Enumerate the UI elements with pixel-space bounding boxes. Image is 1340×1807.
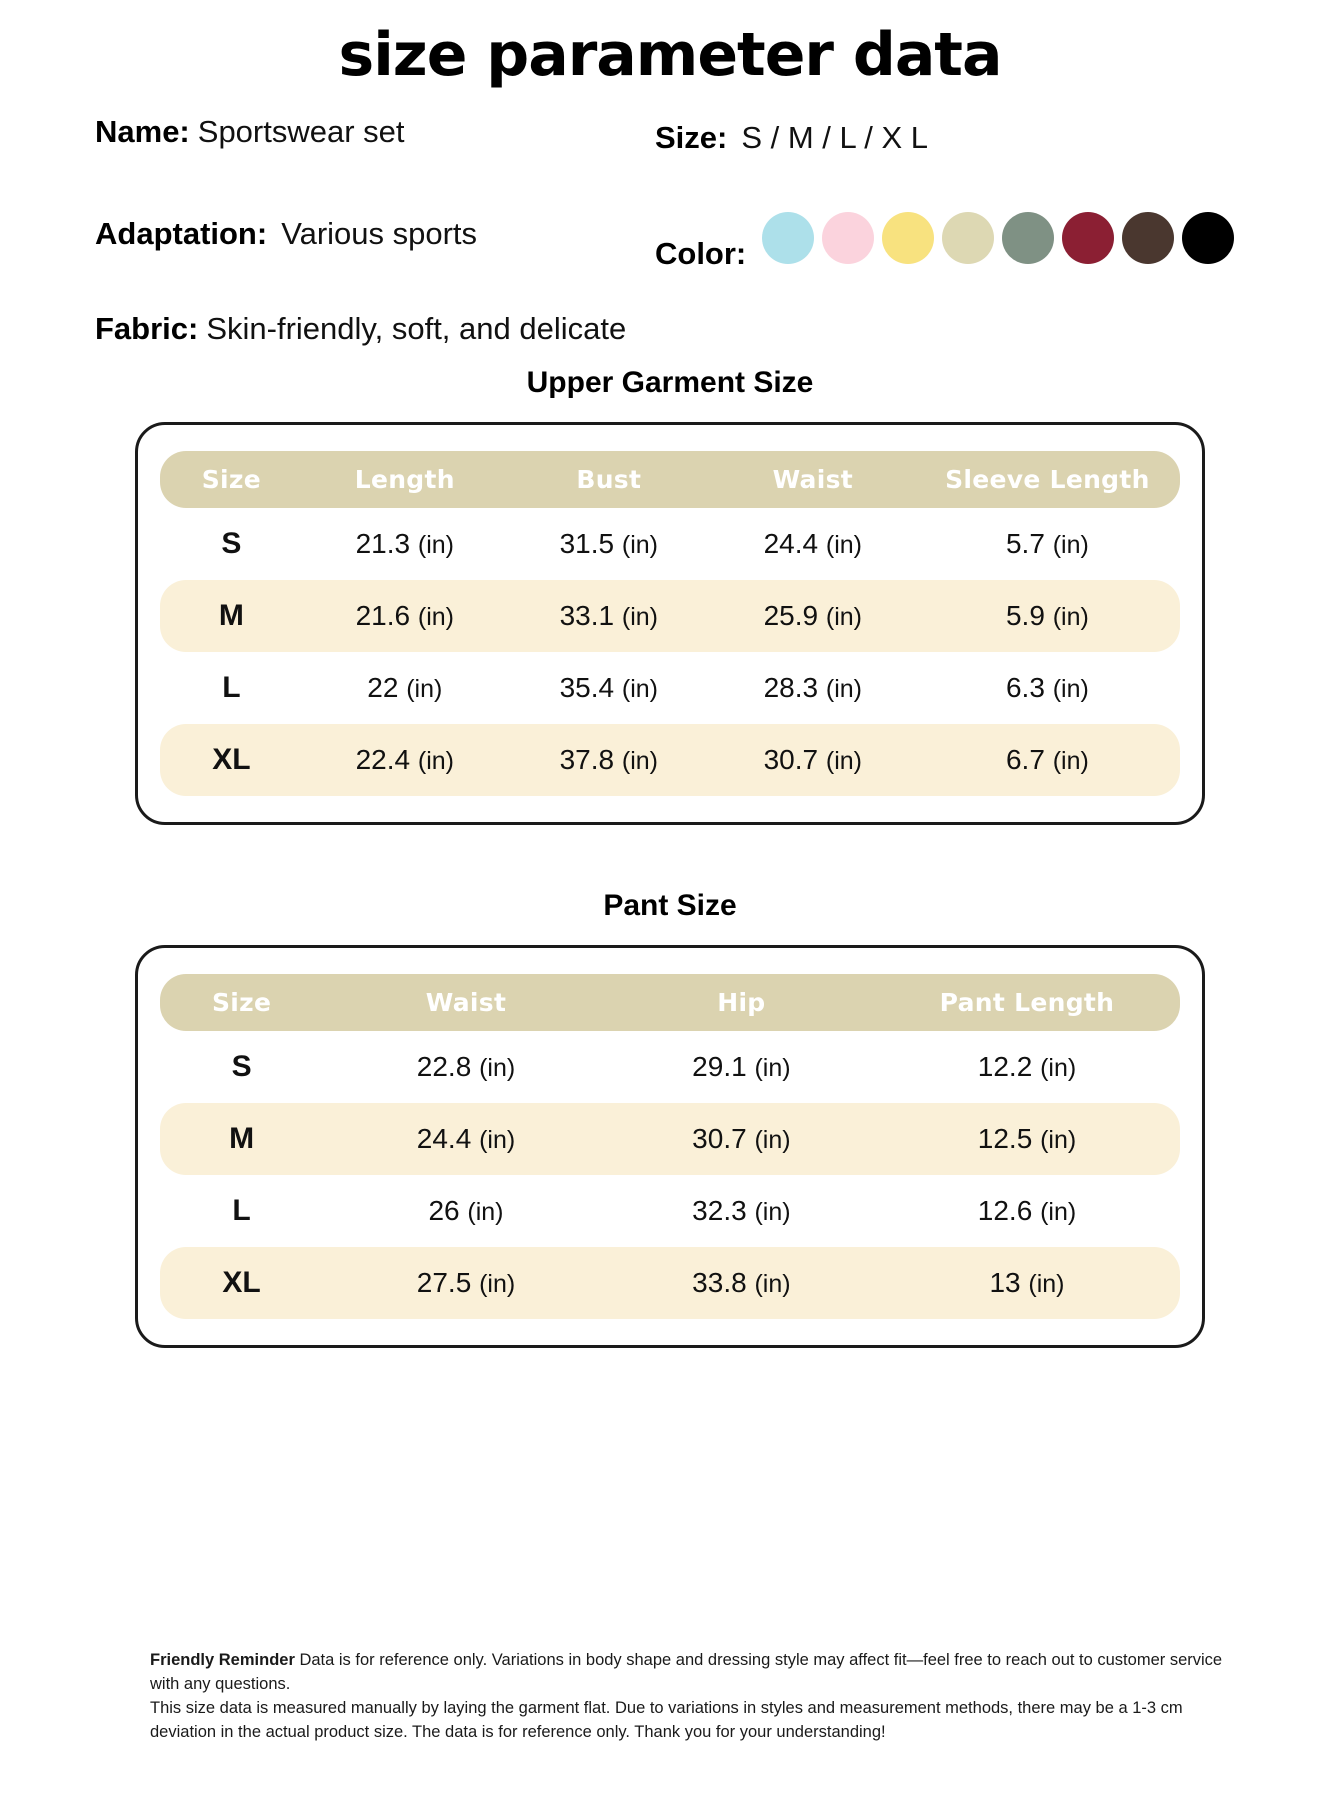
table-row [160,1175,1180,1247]
cell-size: M [160,1103,323,1175]
value-bust: 35.4 [559,672,615,703]
color-swatch-black[interactable] [1182,212,1234,264]
value-waist: 26 [428,1195,460,1226]
value-sleeve: 6.7 [1005,744,1045,775]
value-waist: 24.4 [416,1123,472,1154]
pant-table [160,974,1180,1319]
cell-hip [609,1175,874,1247]
value-length: 22.4 [355,744,411,775]
unit-label: (in) [621,603,658,631]
unit-label: (in) [1028,1270,1065,1298]
unit-label: (in) [754,1270,791,1298]
cell-size: L [232,1194,251,1227]
cell-hip [609,1031,874,1103]
cell-sleeve [915,508,1180,580]
cell-size: XL [160,724,303,796]
value-pant-length: 12.5 [977,1123,1033,1154]
cell-size: S [231,1050,252,1083]
cell-bust [507,508,711,580]
upper-garment-table-card [135,422,1205,825]
fabric-value: Skin-friendly, soft, and delicate [206,311,627,346]
footer-disclaimer [150,1649,1230,1745]
unit-label: (in) [754,1198,791,1226]
table-row [160,580,1180,652]
color-swatch-sage-green[interactable] [1002,212,1054,264]
unit-label: (in) [754,1126,791,1154]
info-row-adaptation [95,216,477,252]
value-pant-length: 12.2 [977,1051,1033,1082]
unit-label: (in) [825,747,862,775]
unit-label: (in) [1040,1198,1077,1226]
value-length: 22 [367,672,399,703]
unit-label: (in) [417,531,454,559]
cell-sleeve [915,652,1180,724]
color-label: Color: [655,236,747,271]
footer-line-1 [150,1649,1230,1697]
value-length: 21.3 [355,528,411,559]
cell-length [303,580,507,652]
value-waist: 27.5 [416,1267,472,1298]
value-hip: 32.3 [692,1195,747,1226]
info-row-size [655,120,928,156]
footer-line-2: This size data is measured manually by laying the garment flat. Due to variations in styles and measurement methods, there may be a 1-3 cm deviation in the actual product size. The data is for reference only. Thank you for your understanding! [150,1699,1183,1742]
unit-label: (in) [621,747,658,775]
unit-label: (in) [621,531,658,559]
size-label: Size: [655,120,728,155]
unit-label: (in) [479,1270,516,1298]
header-waist: Waist [323,974,609,1031]
friendly-reminder-label: Friendly Reminder [150,1651,295,1670]
unit-label: (in) [1040,1054,1077,1082]
color-swatch-dark-red[interactable] [1062,212,1114,264]
table-row [160,724,1180,796]
adaptation-label: Adaptation: [95,216,268,251]
header-hip: Hip [609,974,874,1031]
cell-size: M [160,580,303,652]
value-bust: 33.1 [559,600,615,631]
cell-waist [711,508,915,580]
table-header-row [160,974,1180,1031]
size-chart-page [0,22,1340,1807]
value-hip: 29.1 [692,1051,747,1082]
value-sleeve: 5.7 [1005,528,1045,559]
value-length: 21.6 [355,600,411,631]
unit-label: (in) [467,1198,504,1226]
value-hip: 33.8 [692,1267,747,1298]
fabric-label: Fabric: [95,311,199,346]
adaptation-value: Various sports [281,216,478,251]
info-row-fabric [95,311,626,347]
page-title: size parameter data [338,20,1002,90]
value-waist: 28.3 [763,672,819,703]
cell-size: L [222,671,241,704]
cell-length [303,724,507,796]
value-pant-length: 12.6 [977,1195,1033,1226]
cell-size: S [221,527,242,560]
unit-label: (in) [1052,675,1089,703]
unit-label: (in) [479,1054,516,1082]
cell-waist [711,580,915,652]
upper-garment-table [160,451,1180,796]
header-bust: Bust [507,451,711,508]
cell-waist [323,1103,609,1175]
unit-label: (in) [406,675,443,703]
table-row [160,1031,1180,1103]
unit-label: (in) [417,603,454,631]
unit-label: (in) [754,1054,791,1082]
size-value: S / M / L / X L [741,120,928,155]
name-label: Name: [95,114,190,149]
cell-waist [323,1247,609,1319]
unit-label: (in) [621,675,658,703]
value-hip: 30.7 [692,1123,747,1154]
upper-garment-section-title: Upper Garment Size [526,366,814,399]
unit-label: (in) [1052,747,1089,775]
cell-waist [711,724,915,796]
cell-size: XL [160,1247,323,1319]
color-swatch-light-blue[interactable] [762,212,814,264]
header-size: Size [160,451,303,508]
cell-bust [507,724,711,796]
unit-label: (in) [479,1126,516,1154]
unit-label: (in) [1040,1126,1077,1154]
value-waist: 25.9 [763,600,819,631]
cell-waist [323,1031,609,1103]
value-sleeve: 6.3 [1005,672,1045,703]
unit-label: (in) [417,747,454,775]
unit-label: (in) [825,675,862,703]
color-swatch-pink[interactable] [822,212,874,264]
table-header-row [160,451,1180,508]
cell-sleeve [915,724,1180,796]
pant-section-title: Pant Size [603,889,737,922]
footer-reminder-text: Data is for reference only. Variations in body shape and dressing style may affect fit—feel free to reach out to customer service with any questions. [150,1651,1223,1694]
cell-length [303,508,507,580]
cell-bust [507,652,711,724]
color-swatch-dark-brown[interactable] [1122,212,1174,264]
header-waist: Waist [711,451,915,508]
cell-bust [507,580,711,652]
cell-pant-length [874,1175,1180,1247]
pant-table-card [135,945,1205,1348]
table-row [160,1247,1180,1319]
color-swatch-beige[interactable] [942,212,994,264]
header-pant-length: Pant Length [874,974,1180,1031]
info-row-color [655,212,1234,272]
cell-hip [609,1247,874,1319]
cell-hip [609,1103,874,1175]
value-waist: 30.7 [763,744,819,775]
table-row [160,652,1180,724]
value-waist: 22.8 [416,1051,472,1082]
header-size: Size [160,974,323,1031]
table-row [160,1103,1180,1175]
color-swatch-list [762,212,1234,264]
unit-label: (in) [825,531,862,559]
cell-sleeve [915,580,1180,652]
color-swatch-yellow[interactable] [882,212,934,264]
info-row-name [95,114,405,150]
value-bust: 37.8 [559,744,615,775]
value-waist: 24.4 [763,528,819,559]
unit-label: (in) [1052,531,1089,559]
unit-label: (in) [825,603,862,631]
value-bust: 31.5 [559,528,615,559]
header-length: Length [303,451,507,508]
cell-pant-length [874,1103,1180,1175]
name-value: Sportswear set [197,114,405,149]
value-pant-length: 13 [989,1267,1021,1298]
cell-waist [711,652,915,724]
unit-label: (in) [1052,603,1089,631]
cell-waist [323,1175,609,1247]
cell-pant-length [874,1247,1180,1319]
table-row [160,508,1180,580]
cell-length [303,652,507,724]
cell-pant-length [874,1031,1180,1103]
value-sleeve: 5.9 [1005,600,1045,631]
product-info [95,106,1245,366]
header-sleeve-length: Sleeve Length [915,451,1180,508]
